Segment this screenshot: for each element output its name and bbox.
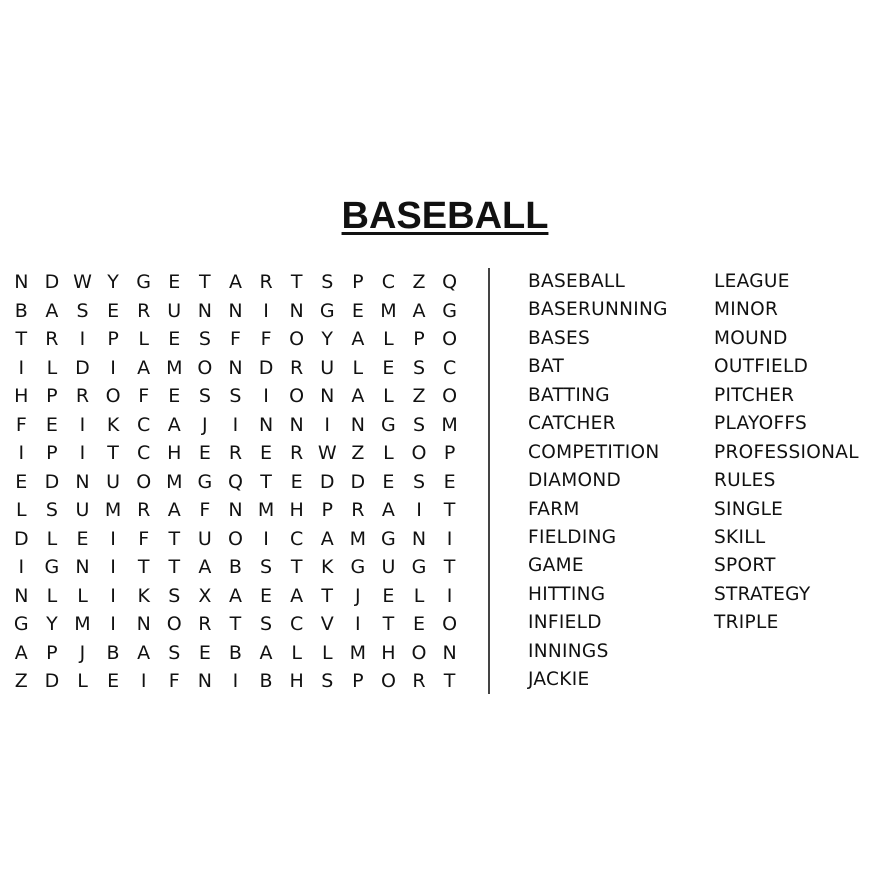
grid-row [6, 553, 465, 582]
grid-letter: N [228, 299, 243, 322]
word-list-item: INFIELD [528, 612, 602, 634]
grid-letter: Y [46, 613, 58, 636]
grid-letter: P [443, 442, 456, 465]
grid-letter: E [76, 527, 89, 550]
grid-row [6, 525, 465, 554]
grid-letter: O [442, 385, 458, 408]
word-list-item: PITCHER [714, 384, 795, 406]
grid-letter: M [166, 470, 183, 493]
grid-letter: P [352, 271, 364, 294]
grid-letter: T [260, 470, 272, 493]
grid-letter: L [383, 442, 394, 465]
grid-letter: E [382, 470, 395, 493]
grid-letter: A [167, 413, 181, 436]
grid-letter: A [198, 556, 212, 579]
word-list-item: BASES [528, 327, 591, 349]
grid-letter: T [15, 328, 28, 351]
grid-letter: A [167, 499, 181, 522]
grid-letter: R [198, 613, 212, 636]
grid-row [6, 496, 465, 525]
word-list-item: SKILL [714, 526, 766, 548]
word-list-item: LEAGUE [714, 271, 790, 292]
grid-letter: L [383, 385, 394, 408]
grid-row [6, 582, 465, 611]
grid-letter: J [202, 413, 208, 436]
grid-letter: G [381, 527, 396, 550]
grid-letter: S [45, 499, 58, 522]
grid-letter: W [73, 271, 92, 294]
grid-letter: N [228, 356, 243, 379]
grid-letter: R [75, 385, 90, 408]
grid-letter: C [137, 413, 151, 436]
grid-letter: M [380, 299, 397, 322]
grid-letter: O [166, 613, 182, 636]
grid-letter: D [44, 670, 60, 693]
grid-letter: S [321, 271, 334, 294]
grid-letter: A [14, 641, 28, 664]
grid-letter: U [75, 499, 90, 522]
grid-letter: R [259, 271, 273, 294]
word-list-item: RULES [714, 470, 776, 492]
grid-letter: Z [14, 670, 28, 693]
word-list-item: INNINGS [528, 640, 609, 662]
grid-letter: O [197, 356, 213, 379]
grid-letter: G [319, 299, 335, 322]
grid-row [6, 325, 465, 354]
grid-letter: M [104, 499, 122, 522]
grid-letter: R [412, 670, 426, 693]
word-list-item: PROFESSIONAL [714, 441, 859, 463]
grid-letter: F [138, 385, 150, 408]
grid-letter: S [321, 670, 334, 693]
grid-letter: E [45, 413, 58, 436]
grid-letter: F [168, 670, 180, 693]
grid-letter: I [416, 499, 422, 522]
word-list-column-2 [714, 268, 859, 638]
grid-letter: G [350, 556, 366, 579]
grid-row [6, 411, 465, 440]
grid-letter: I [18, 356, 25, 379]
grid-letter: O [227, 527, 243, 550]
grid-letter: A [381, 499, 395, 522]
column-divider [488, 268, 490, 694]
grid-letter: O [442, 328, 458, 351]
word-list-item: STRATEGY [714, 583, 811, 605]
word-list-item: TRIPLE [714, 612, 779, 634]
grid-letter: U [167, 299, 182, 322]
grid-letter: U [381, 556, 396, 579]
grid-letter: T [199, 271, 211, 294]
grid-letter: N [75, 470, 90, 493]
grid-letter: C [442, 356, 457, 379]
word-list-item: FIELDING [528, 526, 617, 548]
grid-letter: Z [351, 442, 365, 465]
grid-letter: N [411, 527, 427, 550]
grid-letter: E [382, 584, 395, 607]
grid-letter: T [290, 271, 303, 294]
grid-letter: O [380, 670, 396, 693]
grid-letter: A [137, 641, 151, 664]
grid-letter: L [321, 641, 333, 664]
word-list-item: SINGLE [714, 498, 784, 520]
grid-letter: C [137, 442, 151, 465]
grid-letter: L [46, 584, 58, 607]
grid-letter: I [263, 527, 269, 550]
word-list-item: BAT [528, 356, 565, 378]
word-list-item: OUTFIELD [714, 356, 809, 378]
grid-letter: F [199, 499, 211, 522]
grid-letter: Y [321, 328, 334, 351]
word-list-item: CATCHER [528, 413, 616, 435]
grid-letter: L [77, 584, 88, 607]
grid-letter: P [46, 641, 58, 664]
grid-letter: B [228, 641, 242, 664]
grid-letter: N [14, 584, 29, 607]
grid-letter: E [198, 641, 211, 664]
grid-letter: D [319, 470, 335, 493]
word-list-item: SPORT [714, 555, 776, 577]
grid-letter: M [349, 527, 367, 550]
grid-letter: R [290, 356, 304, 379]
grid-letter: L [138, 328, 149, 351]
grid-letter: I [18, 556, 25, 579]
grid-letter: Y [107, 271, 119, 294]
grid-letter: C [290, 527, 304, 550]
grid-letter: N [14, 271, 29, 294]
grid-letter: T [382, 613, 395, 636]
grid-letter: T [443, 670, 456, 693]
grid-letter: D [75, 356, 90, 379]
grid-letter: A [351, 328, 365, 351]
grid-letter: E [443, 470, 456, 493]
grid-letter: I [140, 670, 147, 693]
grid-letter: L [291, 641, 302, 664]
grid-letter: N [75, 556, 90, 579]
grid-letter: S [168, 584, 181, 607]
grid-letter: G [442, 299, 457, 322]
grid-letter: L [352, 356, 364, 379]
grid-letter: I [446, 584, 453, 607]
grid-letter: D [350, 470, 366, 493]
grid-letter: Z [412, 271, 426, 294]
grid-row [6, 268, 465, 297]
grid-letter: Q [442, 271, 458, 294]
grid-letter: L [413, 584, 425, 607]
grid-letter: O [442, 613, 458, 636]
puzzle-title: BASEBALL [341, 195, 549, 237]
grid-letter: D [44, 470, 60, 493]
grid-letter: I [79, 442, 86, 465]
grid-letter: R [137, 499, 151, 522]
grid-row [6, 667, 465, 696]
grid-letter: D [13, 527, 29, 550]
grid-letter: F [260, 328, 272, 351]
grid-letter: J [79, 641, 86, 664]
grid-letter: E [351, 299, 364, 322]
grid-letter: I [110, 556, 116, 579]
grid-letter: G [411, 556, 427, 579]
grid-letter: T [168, 527, 181, 550]
grid-letter: S [229, 385, 242, 408]
grid-letter: T [321, 584, 334, 607]
grid-letter: B [106, 641, 120, 664]
grid-letter: G [197, 470, 213, 493]
word-list-item: GAME [528, 555, 584, 577]
grid-letter: N [289, 299, 304, 322]
grid-letter: W [317, 442, 337, 465]
grid-row [6, 297, 465, 326]
grid-letter: S [76, 299, 89, 322]
grid-letter: S [260, 613, 273, 636]
grid-row [6, 468, 465, 497]
grid-letter: U [320, 356, 335, 379]
grid-letter: T [443, 556, 456, 579]
word-list-item: DIAMOND [528, 470, 622, 492]
grid-letter: E [413, 613, 426, 636]
grid-letter: I [446, 527, 453, 550]
grid-letter: P [107, 328, 119, 351]
grid-letter: I [324, 413, 331, 436]
word-list-item: MINOR [714, 299, 779, 321]
grid-letter: E [168, 271, 181, 294]
grid-letter: N [289, 413, 304, 436]
grid-letter: A [320, 527, 334, 550]
grid-letter: R [45, 328, 59, 351]
grid-letter: I [79, 328, 86, 351]
grid-letter: S [198, 328, 211, 351]
grid-letter: H [289, 499, 304, 522]
grid-letter: I [263, 385, 269, 408]
grid-letter: L [16, 499, 27, 522]
grid-letter: T [229, 613, 242, 636]
grid-letter: F [229, 328, 241, 351]
grid-letter: M [257, 499, 275, 522]
word-list-item: BATTING [528, 384, 610, 406]
grid-letter: D [258, 356, 274, 379]
grid-letter: P [321, 499, 333, 522]
grid-row [6, 354, 465, 383]
word-list-item: BASERUNNING [528, 299, 668, 321]
grid-letter: A [228, 584, 242, 607]
grid-letter: G [44, 556, 60, 579]
grid-letter: R [351, 499, 365, 522]
grid-letter: M [441, 413, 458, 436]
grid-letter: D [44, 271, 60, 294]
grid-letter: N [320, 385, 335, 408]
word-list-item: HITTING [528, 583, 606, 605]
grid-letter: A [259, 641, 273, 664]
grid-letter: A [290, 584, 304, 607]
word-list-item: PLAYOFFS [714, 413, 808, 435]
grid-letter: E [168, 328, 181, 351]
grid-letter: U [106, 470, 121, 493]
grid-letter: T [290, 556, 303, 579]
grid-letter: E [15, 470, 28, 493]
grid-letter: I [110, 584, 116, 607]
grid-letter: K [137, 584, 150, 607]
grid-letter: N [197, 670, 212, 693]
grid-row [6, 382, 465, 411]
grid-letter: N [228, 499, 243, 522]
grid-letter: B [228, 556, 242, 579]
word-list-item: JACKIE [528, 669, 590, 691]
grid-letter: A [137, 356, 151, 379]
word-list-item: MOUND [714, 327, 788, 349]
grid-letter: Q [227, 470, 243, 493]
grid-letter: E [198, 442, 211, 465]
word-list-item: COMPETITION [528, 441, 660, 463]
grid-row [6, 610, 465, 639]
grid-letter: E [168, 385, 181, 408]
grid-letter: P [413, 328, 425, 351]
grid-letter: I [18, 442, 25, 465]
grid-letter: U [197, 527, 212, 550]
grid-letter: N [350, 413, 365, 436]
grid-letter: N [197, 299, 212, 322]
grid-letter: E [382, 356, 395, 379]
grid-row [6, 639, 465, 668]
word-list-column-1 [528, 268, 668, 695]
grid-letter: T [168, 556, 181, 579]
grid-letter: E [107, 670, 120, 693]
grid-letter: I [110, 356, 116, 379]
grid-letter: P [352, 670, 364, 693]
grid-letter: N [136, 613, 151, 636]
grid-letter: F [138, 527, 150, 550]
grid-letter: O [411, 442, 427, 465]
grid-letter: C [381, 271, 396, 294]
grid-letter: I [79, 413, 86, 436]
grid-letter: S [412, 470, 426, 493]
grid-letter: S [198, 385, 211, 408]
grid-letter: G [381, 413, 396, 436]
grid-letter: A [412, 299, 426, 322]
grid-letter: S [260, 556, 273, 579]
grid-letter: F [15, 413, 27, 436]
grid-letter: H [14, 385, 29, 408]
grid-letter: G [13, 613, 29, 636]
grid-letter: R [228, 442, 243, 465]
grid-letter: I [263, 299, 269, 322]
grid-letter: P [46, 442, 58, 465]
grid-letter: L [383, 328, 394, 351]
grid-letter: H [381, 641, 396, 664]
grid-letter: R [290, 442, 304, 465]
word-list-item: BASEBALL [528, 271, 626, 292]
grid-letter: A [351, 385, 365, 408]
grid-letter: S [412, 413, 426, 436]
grid-letter: S [168, 641, 181, 664]
grid-letter: S [412, 356, 426, 379]
grid-letter: I [355, 613, 361, 636]
grid-letter: X [198, 584, 212, 607]
grid-letter: I [110, 527, 116, 550]
grid-letter: N [258, 413, 274, 436]
grid-letter: E [290, 470, 303, 493]
grid-letter: K [106, 413, 120, 436]
grid-letter: M [166, 356, 183, 379]
grid-letter: R [137, 299, 151, 322]
word-list-item: FARM [528, 498, 580, 520]
grid-letter: O [411, 641, 427, 664]
grid-letter: N [442, 641, 457, 664]
grid-letter: T [137, 556, 150, 579]
grid-letter: E [260, 442, 273, 465]
grid-letter: H [167, 442, 182, 465]
grid-letter: I [110, 613, 116, 636]
grid-letter: E [260, 584, 273, 607]
grid-letter: O [105, 385, 121, 408]
grid-letter: A [228, 271, 242, 294]
grid-letter: M [349, 641, 367, 664]
grid-letter: J [355, 584, 361, 607]
grid-letter: B [259, 670, 273, 693]
grid-letter: B [14, 299, 28, 322]
grid-letter: V [320, 613, 334, 636]
grid-letter: I [232, 670, 239, 693]
grid-letter: A [45, 299, 59, 322]
grid-letter: T [107, 442, 119, 465]
grid-letter: O [289, 385, 305, 408]
grid-letter: G [136, 271, 152, 294]
grid-letter: E [107, 299, 120, 322]
grid-letter: T [443, 499, 456, 522]
grid-letter: P [46, 385, 58, 408]
grid-letter: O [136, 470, 152, 493]
grid-letter: H [289, 670, 304, 693]
grid-letter: I [232, 413, 239, 436]
grid-letter: Z [412, 385, 426, 408]
grid-letter: C [290, 613, 304, 636]
grid-letter: K [321, 556, 334, 579]
grid-letter: M [74, 613, 91, 636]
grid-letter: O [289, 328, 305, 351]
grid-letter: L [46, 527, 58, 550]
grid-letter: L [77, 670, 88, 693]
letter-grid [6, 268, 465, 696]
grid-letter: L [46, 356, 58, 379]
grid-row [6, 439, 465, 468]
